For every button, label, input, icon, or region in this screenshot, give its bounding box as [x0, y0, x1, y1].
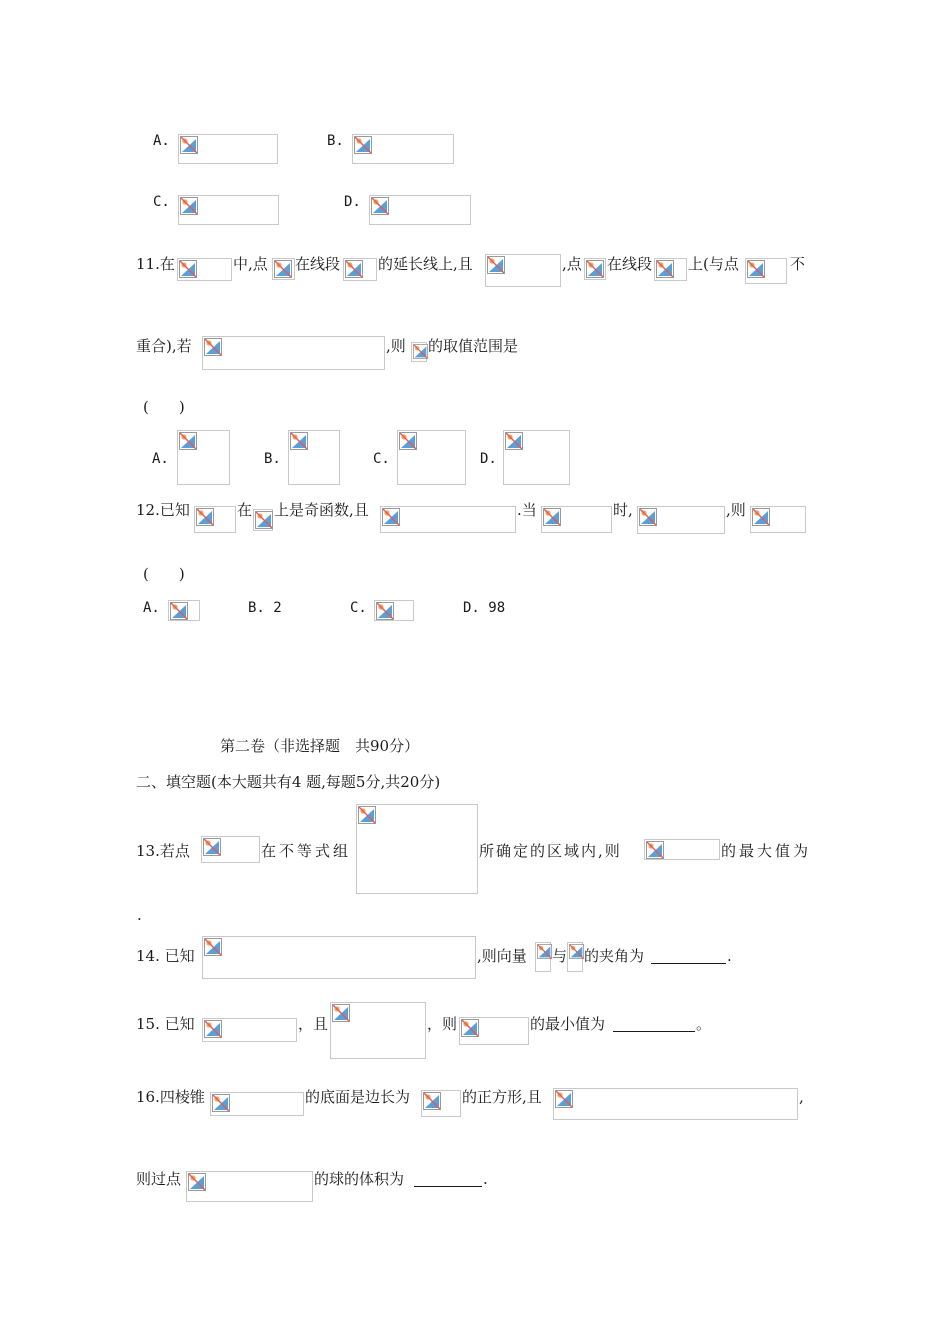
broken-image-icon — [639, 508, 657, 526]
q11-text: ,则 — [386, 337, 406, 355]
formula-image — [210, 1092, 304, 1116]
formula-image — [288, 430, 340, 485]
formula-image — [421, 1090, 461, 1117]
formula-image — [397, 430, 466, 485]
q14-text: . — [727, 947, 732, 965]
broken-image-icon — [332, 1004, 350, 1022]
q12-text: 在 — [237, 501, 253, 519]
broken-image-icon — [569, 944, 584, 959]
q16-text: 的正方形,且 — [462, 1088, 542, 1106]
q11-text: 中,点 — [233, 255, 268, 273]
broken-image-icon — [543, 508, 561, 526]
broken-image-icon — [274, 260, 292, 278]
q11-text: ,点 — [562, 255, 582, 273]
q15-text: 的最小值为 — [530, 1015, 606, 1033]
q15-text: ，且 — [298, 1015, 329, 1033]
broken-image-icon — [170, 602, 188, 620]
broken-image-icon — [487, 256, 505, 274]
formula-image — [201, 836, 260, 863]
q12-text: 时, — [613, 501, 633, 519]
broken-image-icon — [555, 1090, 573, 1108]
answer-parentheses: ( ) — [143, 565, 185, 583]
q15-text: 15. 已知 — [136, 1015, 195, 1033]
broken-image-icon — [752, 508, 770, 526]
broken-image-icon — [179, 432, 197, 450]
formula-image — [644, 839, 720, 860]
q12-text: .当 — [517, 501, 537, 519]
q11-option-b-label: B. — [264, 451, 281, 467]
broken-image-icon — [376, 602, 394, 620]
q11-text: 不 — [790, 255, 806, 273]
q12-text: 12.已知 — [136, 501, 190, 519]
q14-text: ,则向量 — [477, 947, 527, 965]
broken-image-icon — [586, 260, 604, 278]
q12-option-a-label: A. — [143, 600, 160, 616]
q16-text: 则过点 — [136, 1170, 182, 1188]
formula-image — [177, 430, 230, 485]
broken-image-icon — [345, 260, 363, 278]
q16-text: . — [483, 1170, 488, 1188]
broken-image-icon — [461, 1019, 479, 1037]
formula-image — [411, 342, 427, 362]
formula-image — [202, 936, 476, 979]
broken-image-icon — [537, 944, 552, 959]
broken-image-icon — [212, 1094, 230, 1112]
broken-image-icon — [180, 197, 198, 215]
q14-text: 的夹角为 — [584, 947, 645, 965]
broken-image-icon — [204, 338, 222, 356]
q11-text: 的取值范围是 — [428, 337, 519, 355]
broken-image-icon — [646, 841, 664, 859]
q12-option-b: B. 2 — [248, 600, 282, 616]
q11-option-c-label: C. — [373, 451, 390, 467]
formula-image — [272, 258, 295, 280]
formula-image — [202, 1018, 297, 1042]
broken-image-icon — [358, 806, 376, 824]
broken-image-icon — [290, 432, 308, 450]
q12-option-d: D. 98 — [463, 600, 506, 616]
q11-option-a-label: A. — [152, 451, 169, 467]
formula-image — [541, 506, 612, 533]
formula-image — [186, 1171, 313, 1202]
broken-image-icon — [423, 1092, 441, 1110]
q11-text: 在线段 — [295, 255, 341, 273]
q13-text: 在不等式组 — [261, 842, 352, 860]
broken-image-icon — [413, 344, 428, 359]
q11-text: 重合),若 — [136, 337, 192, 355]
q10-option-a-label: A. — [153, 133, 170, 149]
broken-image-icon — [354, 136, 372, 154]
answer-blank — [651, 949, 726, 964]
broken-image-icon — [656, 260, 674, 278]
q12-option-c-label: C. — [350, 600, 367, 616]
broken-image-icon — [180, 136, 198, 154]
formula-image — [194, 506, 236, 533]
answer-blank — [613, 1017, 695, 1032]
formula-image — [352, 134, 454, 164]
broken-image-icon — [382, 508, 400, 526]
answer-parentheses: ( ) — [143, 398, 185, 416]
formula-image — [356, 804, 478, 894]
q16-text: 16.四棱锥 — [136, 1088, 205, 1106]
q16-text: 的球的体积为 — [314, 1170, 405, 1188]
formula-image — [178, 195, 279, 225]
formula-image — [177, 258, 232, 281]
formula-image — [553, 1088, 798, 1120]
q11-text: 在线段 — [607, 255, 653, 273]
broken-image-icon — [196, 508, 214, 526]
section-title: 第二卷（非选择题 共90分） — [220, 737, 420, 755]
formula-image — [168, 600, 200, 621]
q15-text: ，则 — [427, 1015, 458, 1033]
q10-option-c-label: C. — [153, 194, 170, 210]
q13-text: 的最大值为 — [721, 842, 812, 860]
broken-image-icon — [203, 838, 221, 856]
formula-image — [202, 336, 385, 370]
formula-image — [369, 195, 471, 225]
formula-image — [178, 134, 278, 164]
q12-text: 上是奇函数,且 — [274, 501, 369, 519]
formula-image — [750, 506, 806, 533]
q13-text: 13.若点 — [136, 842, 190, 860]
formula-image — [330, 1002, 426, 1059]
q10-option-d-label: D. — [344, 194, 361, 210]
formula-image — [567, 942, 583, 972]
q14-text: 14. 已知 — [136, 947, 195, 965]
q14-text: 与 — [552, 947, 568, 965]
formula-image — [637, 506, 725, 534]
q11-option-d-label: D. — [480, 451, 497, 467]
formula-image — [380, 506, 516, 533]
q11-text: 的延长线上,且 — [378, 255, 473, 273]
broken-image-icon — [399, 432, 417, 450]
broken-image-icon — [188, 1173, 206, 1191]
formula-image — [535, 942, 551, 972]
formula-image — [374, 600, 414, 621]
q13-text: . — [137, 906, 142, 924]
broken-image-icon — [371, 197, 389, 215]
answer-blank — [414, 1172, 482, 1187]
broken-image-icon — [255, 511, 273, 529]
q10-option-b-label: B. — [327, 133, 344, 149]
q15-text: 。 — [696, 1015, 712, 1033]
broken-image-icon — [204, 1020, 222, 1038]
q12-text: ,则 — [726, 501, 746, 519]
q13-text: 所确定的区域内,则 — [479, 842, 622, 860]
q11-text: 11.在 — [136, 255, 175, 273]
formula-image — [503, 430, 570, 485]
formula-image — [584, 258, 606, 280]
section-heading: 二、填空题(本大题共有4 题,每题5分,共20分) — [136, 773, 441, 791]
formula-image — [654, 258, 687, 281]
q16-text: , — [799, 1088, 804, 1106]
broken-image-icon — [747, 260, 765, 278]
q11-text: 上(与点 — [688, 255, 739, 273]
broken-image-icon — [204, 938, 222, 956]
formula-image — [253, 509, 273, 531]
broken-image-icon — [179, 260, 197, 278]
formula-image — [485, 254, 561, 287]
formula-image — [459, 1017, 529, 1045]
formula-image — [745, 258, 787, 284]
q16-text: 的底面是边长为 — [305, 1088, 411, 1106]
broken-image-icon — [505, 432, 523, 450]
formula-image — [343, 258, 377, 281]
